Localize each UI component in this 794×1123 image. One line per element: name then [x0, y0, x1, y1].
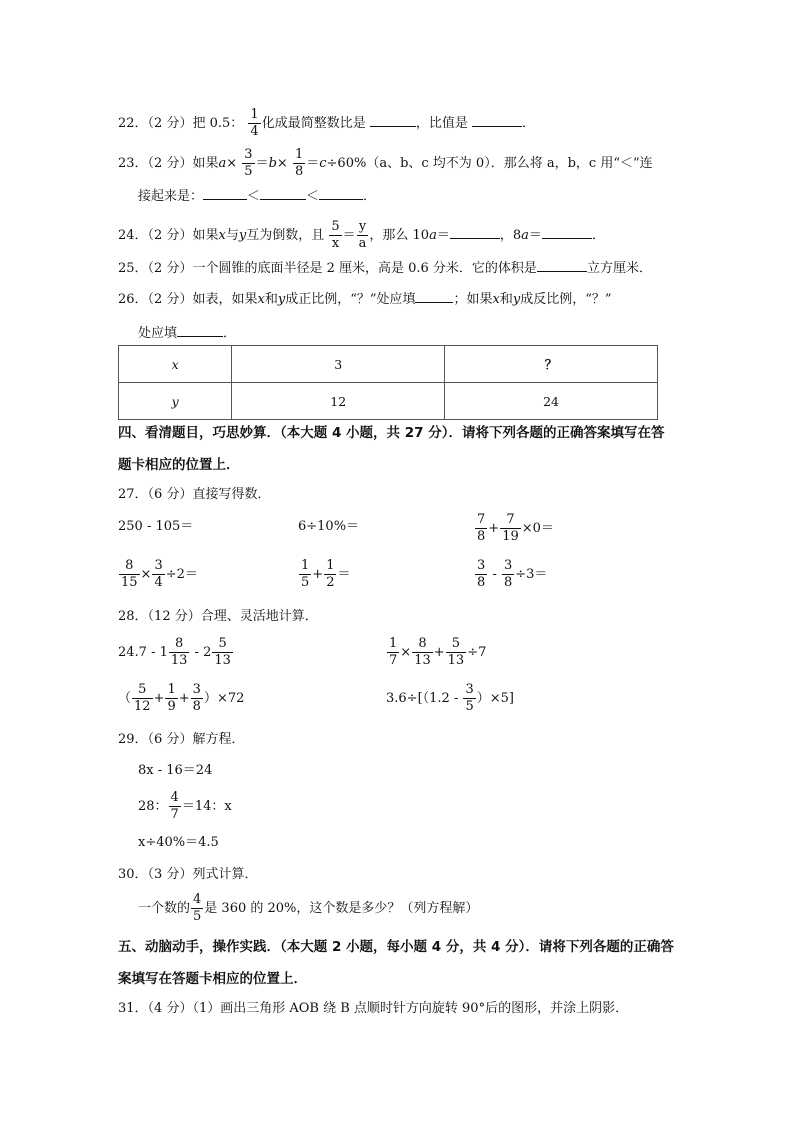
table-row	[119, 346, 658, 383]
q28-expr-2: $\frac{1}{7}$ × $\frac{8}{13}$ + $\frac{5}{13}$ ÷7	[389, 636, 487, 668]
fraction: $\frac{5}{x}$	[331, 219, 340, 251]
answer-blank[interactable]	[260, 187, 306, 200]
answer-blank[interactable]	[177, 324, 223, 337]
table-cell: 3	[232, 346, 445, 383]
answer-blank[interactable]	[450, 226, 500, 239]
table-row	[119, 383, 658, 420]
question-30-text: 一个数的 $\frac{4}{5}$ 是 360 的 20%，这个数是多少？（列方程解）	[138, 892, 479, 924]
q27-expr-5: $\frac{1}{5}$ + $\frac{1}{2}$ ＝	[301, 558, 351, 590]
question-29: 29．（6 分）解方程．	[118, 732, 245, 747]
question-31: 31．（4 分）（1）画出三角形 AOB 绕 B 点顺时针方向旋转 90°后的图形，并涂上阴影．	[118, 1001, 629, 1016]
question-26: 26．（2 分）如表，如果x和y成正比例，“？”处应填 ；如果x和y成反比例，“？”	[118, 292, 612, 307]
question-28: 28．（12 分）合理、灵活地计算．	[118, 609, 318, 624]
table-cell: ？	[445, 346, 658, 383]
question-30: 30．（3 分）列式计算．	[118, 867, 258, 882]
question-23: 23．（2 分）如果a× $\frac{3}{5}$ ＝b× $\frac{1}{8}$ ＝c÷60%（a、b、c 均不为 0）．那么将 a，b，c 用“＜”连	[118, 147, 653, 179]
q29-equation-3: x÷40%＝4.5	[138, 835, 219, 850]
q27-expr-6: $\frac{3}{8}$ - $\frac{3}{8}$ ÷3＝	[477, 558, 548, 590]
table-cell: 24	[445, 383, 658, 420]
xy-table	[118, 345, 658, 420]
table-cell: x	[119, 346, 232, 383]
question-25: 25．（2 分）一个圆锥的底面半径是 2 厘米，高是 0.6 分米．它的体积是 立方厘米．	[118, 261, 652, 276]
table-cell: 12	[232, 383, 445, 420]
answer-blank[interactable]	[542, 226, 592, 239]
fraction: $\frac{1}{4}$	[250, 107, 259, 139]
question-22: 22．（2 分）把 0.5： $\frac{1}{4}$ 化成最简整数比是 ，比值是 ．	[118, 107, 536, 139]
q28-expr-1: 24.7 - 1 $\frac{8}{13}$ - 2 $\frac{5}{13}$	[118, 636, 231, 668]
fraction: $\frac{3}{5}$	[244, 147, 253, 179]
fraction: $\frac{y}{a}$	[358, 219, 367, 251]
answer-blank[interactable]	[472, 114, 522, 127]
answer-blank[interactable]	[370, 114, 416, 127]
question-24: 24．（2 分）如果x与y互为倒数，且 $\frac{5}{x}$ ＝ $\frac{y}{a}$ ，那么 10a＝ ，8a＝ ．	[118, 219, 605, 251]
question-27: 27．（6 分）直接写得数．	[118, 487, 271, 502]
q28-expr-3: （ $\frac{5}{12}$ + $\frac{1}{9}$ + $\frac{3}{8}$ ）×72	[118, 682, 245, 714]
question-23-line2: 接起来是： ＜ ＜ ．	[138, 189, 377, 204]
answer-blank[interactable]	[537, 259, 587, 272]
q27-expr-4: $\frac{8}{15}$ × $\frac{3}{4}$ ÷2＝	[121, 558, 198, 590]
q27-expr-1: 250 - 105＝	[118, 519, 194, 534]
section-4-heading-line2: 题卡相应的位置上．	[118, 457, 240, 473]
question-26-line2: 处应填 ．	[138, 326, 237, 341]
q29-equation-2: 28： $\frac{4}{7}$ ＝14：x	[138, 790, 232, 822]
answer-blank[interactable]	[319, 187, 363, 200]
q28-expr-4: 3.6÷[（1.2 - $\frac{3}{5}$ ）×5]	[386, 682, 515, 714]
q27-expr-2: 6÷10%＝	[298, 519, 360, 534]
fraction: $\frac{1}{8}$	[294, 147, 304, 179]
section-4-heading: 四、看清题目，巧思妙算．（本大题 4 小题，共 27 分）．请将下列各题的正确答案填写在答	[118, 425, 665, 441]
section-5-heading-line2: 案填写在答题卡相应的位置上．	[118, 971, 307, 987]
q29-equation-1: 8x - 16＝24	[138, 763, 213, 778]
answer-blank[interactable]	[203, 187, 247, 200]
answer-blank[interactable]	[415, 290, 453, 303]
table-cell: y	[119, 383, 232, 420]
section-5-heading: 五、动脑动手，操作实践．（本大题 2 小题，每小题 4 分，共 4 分）．请将下列各题的正确答	[118, 939, 674, 955]
q27-expr-3: $\frac{7}{8}$ + $\frac{7}{19}$ ×0＝	[477, 512, 554, 544]
